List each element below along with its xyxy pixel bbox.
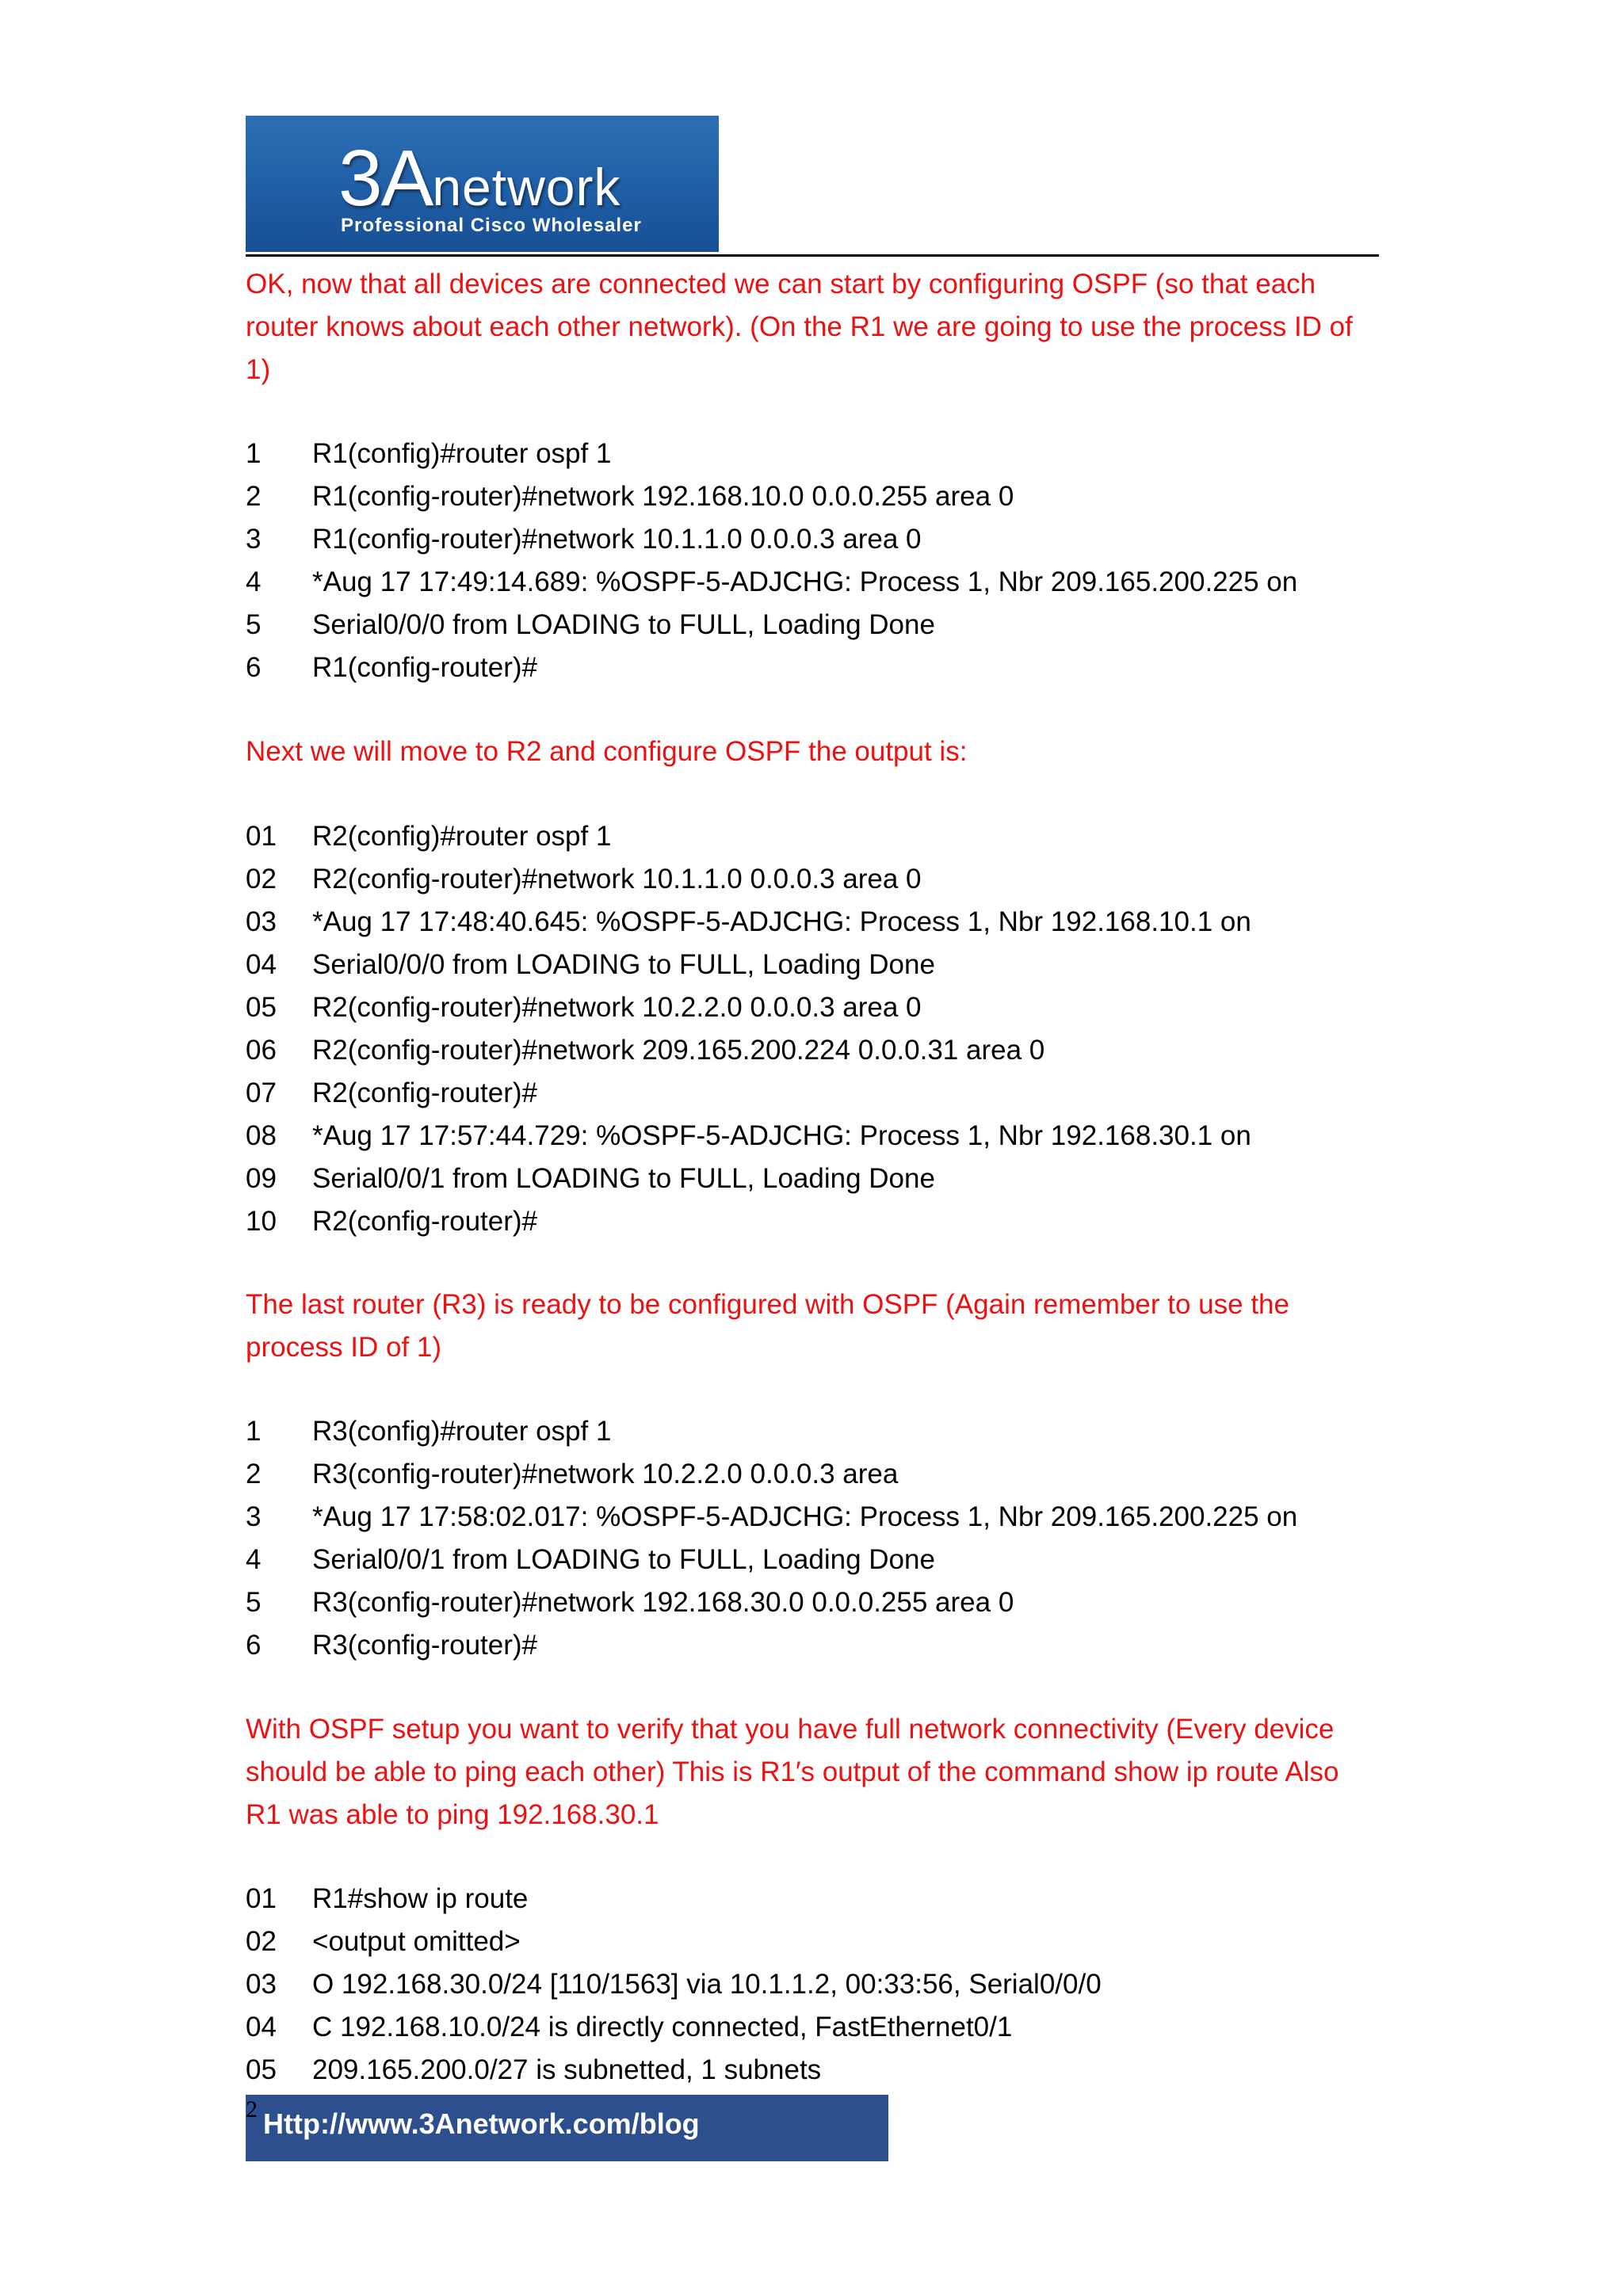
code-line — [246, 475, 1379, 518]
line-text: *Aug 17 17:57:44.729: %OSPF-5-ADJCHG: Process 1, Nbr 192.168.30.1 on — [312, 1120, 1251, 1151]
line-number: 04 — [246, 949, 277, 980]
line-number: 08 — [246, 1120, 277, 1151]
line-number: 03 — [246, 1969, 277, 2000]
line-text: R1(config-router)# — [312, 652, 537, 683]
line-number: 4 — [246, 566, 262, 597]
line-text: R3(config-router)#network 192.168.30.0 0.0.0.255 area 0 — [312, 1587, 1014, 1618]
line-text: R3(config)#router ospf 1 — [312, 1416, 612, 1447]
line-number: 2 — [246, 481, 262, 512]
line-text: R2(config-router)#network 10.2.2.0 0.0.0.3 area 0 — [312, 992, 922, 1023]
company-logo — [246, 116, 719, 252]
line-text: Serial0/0/0 from LOADING to FULL, Loading Done — [312, 949, 935, 980]
line-number: 06 — [246, 1035, 277, 1066]
line-number: 04 — [246, 2012, 277, 2042]
line-number: 02 — [246, 864, 277, 894]
code-line — [246, 1581, 1379, 1624]
code-block-show-ip-route — [246, 1878, 1379, 2092]
footer-url: Http://www.3Anetwork.com/blog — [263, 2107, 700, 2140]
code-line — [246, 901, 1379, 944]
line-text: *Aug 17 17:58:02.017: %OSPF-5-ADJCHG: Process 1, Nbr 209.165.200.225 on — [312, 1501, 1298, 1532]
line-number: 6 — [246, 1630, 262, 1661]
logo-tagline: Professional Cisco Wholesaler — [341, 215, 642, 236]
line-number: 07 — [246, 1077, 277, 1108]
line-number: 01 — [246, 821, 277, 852]
code-line — [246, 1963, 1379, 2006]
line-number: 3 — [246, 1501, 262, 1532]
logo-wordmark-3a: 3A — [338, 134, 433, 223]
line-text: Serial0/0/0 from LOADING to FULL, Loading Done — [312, 609, 935, 640]
line-text: O 192.168.30.0/24 [110/1563] via 10.1.1.2, 00:33:56, Serial0/0/0 — [312, 1969, 1102, 2000]
header-divider — [246, 254, 1379, 257]
code-line — [246, 2049, 1379, 2092]
line-number: 5 — [246, 1587, 262, 1618]
line-text: C 192.168.10.0/24 is directly connected, FastEthernet0/1 — [312, 2012, 1013, 2042]
paragraph-r2: Next we will move to R2 and configure OSPF the output is: — [246, 736, 968, 767]
code-block-r1 — [246, 433, 1379, 689]
line-number: 6 — [246, 652, 262, 683]
line-number: 05 — [246, 2054, 277, 2085]
line-text: *Aug 17 17:48:40.645: %OSPF-5-ADJCHG: Process 1, Nbr 192.168.10.1 on — [312, 906, 1251, 937]
line-text: R2(config-router)#network 209.165.200.224 0.0.0.31 area 0 — [312, 1035, 1045, 1066]
line-number: 01 — [246, 1883, 277, 1914]
code-line — [246, 1158, 1379, 1200]
logo-wordmark-network: network — [432, 158, 621, 216]
code-line — [246, 1115, 1379, 1158]
line-text: R2(config-router)# — [312, 1077, 537, 1108]
code-block-r2 — [246, 815, 1379, 1243]
code-line — [246, 1496, 1379, 1539]
page-number: 2 — [246, 2096, 258, 2122]
footer-banner — [246, 2095, 888, 2161]
line-number: 10 — [246, 1206, 277, 1237]
line-number: 4 — [246, 1544, 262, 1575]
paragraph-r3: The last router (R3) is ready to be configured with OSPF (Again remember to use the process ID of 1) — [246, 1289, 1289, 1363]
code-line — [246, 433, 1379, 475]
line-text: R3(config-router)#network 10.2.2.0 0.0.0.3 area — [312, 1459, 899, 1489]
line-text: 209.165.200.0/27 is subnetted, 1 subnets — [312, 2054, 822, 2085]
paragraph-intro: OK, now that all devices are connected we can start by configuring OSPF (so that each router knows about each other network). (On the R1 we are going to use the process ID of 1) — [246, 269, 1353, 385]
code-line — [246, 1539, 1379, 1581]
line-number: 5 — [246, 609, 262, 640]
code-line — [246, 1920, 1379, 1963]
code-line — [246, 2006, 1379, 2049]
line-text: R2(config)#router ospf 1 — [312, 821, 612, 852]
line-number: 03 — [246, 906, 277, 937]
code-line — [246, 561, 1379, 604]
line-number: 3 — [246, 524, 262, 555]
logo-wordmark — [338, 133, 621, 224]
code-block-r3 — [246, 1410, 1379, 1667]
line-text: *Aug 17 17:49:14.689: %OSPF-5-ADJCHG: Process 1, Nbr 209.165.200.225 on — [312, 566, 1298, 597]
line-text: R2(config-router)#network 10.1.1.0 0.0.0.3 area 0 — [312, 864, 922, 894]
line-text: R3(config-router)# — [312, 1630, 537, 1661]
line-text: <output omitted> — [312, 1926, 521, 1957]
code-line — [246, 986, 1379, 1029]
line-text: R1(config)#router ospf 1 — [312, 438, 612, 469]
code-line — [246, 646, 1379, 689]
code-line — [246, 604, 1379, 646]
code-line — [246, 815, 1379, 858]
code-line — [246, 1072, 1379, 1115]
line-number: 09 — [246, 1163, 277, 1194]
line-text: R2(config-router)# — [312, 1206, 537, 1237]
code-line — [246, 518, 1379, 561]
line-number: 1 — [246, 1416, 262, 1447]
line-number: 1 — [246, 438, 262, 469]
line-number: 05 — [246, 992, 277, 1023]
code-line — [246, 1878, 1379, 1920]
line-text: R1(config-router)#network 192.168.10.0 0.0.0.255 area 0 — [312, 481, 1014, 512]
line-text: R1#show ip route — [312, 1883, 529, 1914]
line-number: 02 — [246, 1926, 277, 1957]
line-text: Serial0/0/1 from LOADING to FULL, Loading Done — [312, 1163, 935, 1194]
code-line — [246, 944, 1379, 986]
line-text: Serial0/0/1 from LOADING to FULL, Loading Done — [312, 1544, 935, 1575]
code-line — [246, 1410, 1379, 1453]
code-line — [246, 1200, 1379, 1243]
code-line — [246, 858, 1379, 901]
code-line — [246, 1624, 1379, 1667]
code-line — [246, 1453, 1379, 1496]
code-line — [246, 1029, 1379, 1072]
line-number: 2 — [246, 1459, 262, 1489]
paragraph-verify: With OSPF setup you want to verify that you have full network connectivity (Every device should be able to ping each other) This is R1′s output of the command show ip route Also R1 was able to ping 192.168.30.1 — [246, 1714, 1339, 1830]
line-text: R1(config-router)#network 10.1.1.0 0.0.0.3 area 0 — [312, 524, 922, 555]
